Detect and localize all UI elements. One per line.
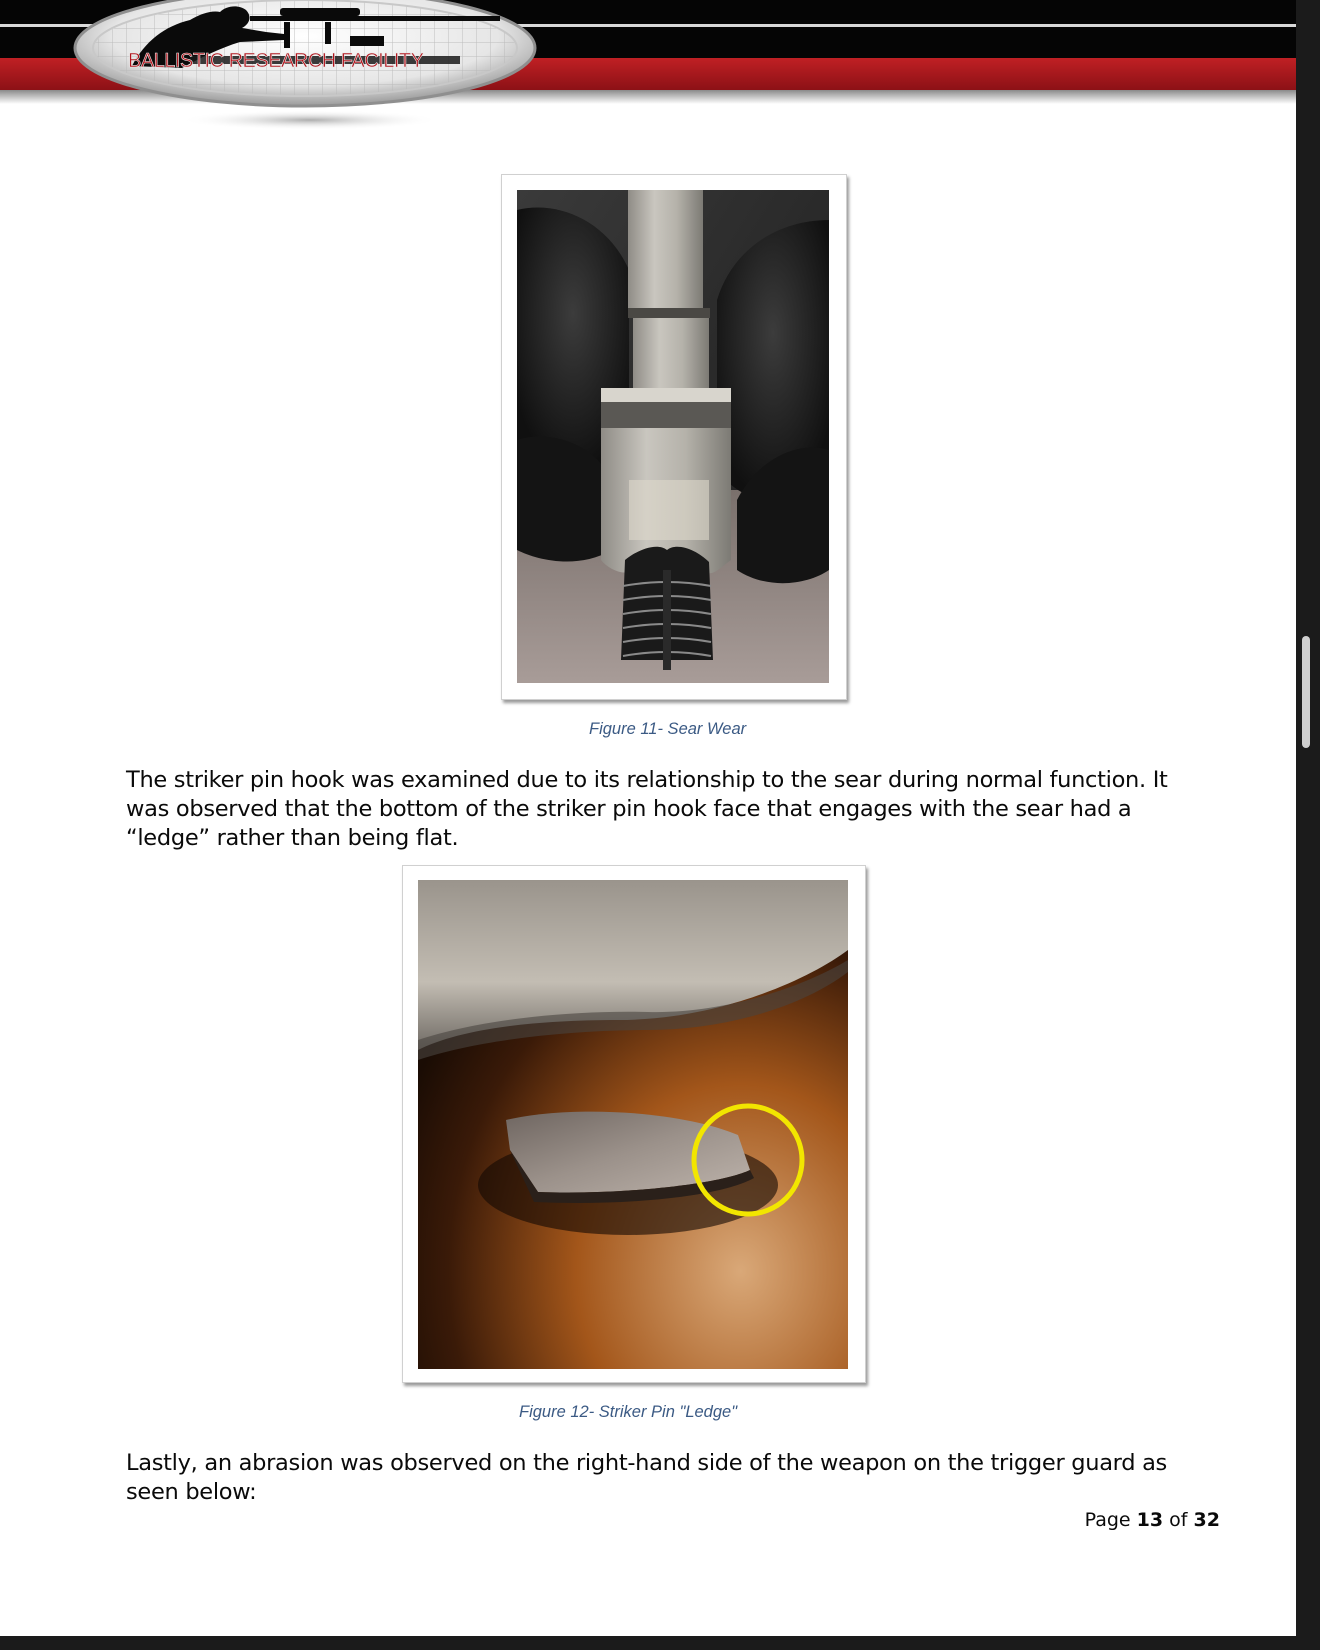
of-label: of <box>1169 1509 1188 1531</box>
sear-photo <box>517 190 829 683</box>
figure-12-caption: Figure 12- Striker Pin "Ledge" <box>519 1403 738 1421</box>
paragraph-line: Lastly, an abrasion was observed on the right-hand side of the weapon on the trigger guard as <box>126 1450 1167 1476</box>
facility-logo <box>70 0 540 134</box>
viewer-side-margin <box>1296 0 1320 1650</box>
paragraph-striker-pin <box>126 766 1226 853</box>
paragraph-line: The striker pin hook was examined due to its relationship to the sear during normal function. It <box>126 767 1168 793</box>
page-number <box>1085 1509 1220 1531</box>
paragraph-line: “ledge” rather than being flat. <box>126 825 459 851</box>
logo-text: BALLISTIC RESEARCH FACILITY <box>128 50 424 72</box>
current-page: 13 <box>1136 1509 1164 1531</box>
paragraph-line: was observed that the bottom of the striker pin hook face that engages with the sear had a <box>126 796 1132 822</box>
paragraph-line: seen below: <box>126 1479 257 1505</box>
vertical-scrollbar[interactable] <box>1302 636 1310 748</box>
viewer-bottom-edge <box>0 1636 1320 1650</box>
page-label: Page <box>1084 1509 1131 1531</box>
figure-11-photo <box>501 174 847 700</box>
figure-11-caption: Figure 11- Sear Wear <box>589 720 747 738</box>
total-pages: 32 <box>1193 1509 1220 1531</box>
figure-12-photo <box>402 865 866 1383</box>
paragraph-abrasion <box>126 1449 1226 1507</box>
striker-pin-photo <box>418 880 848 1369</box>
